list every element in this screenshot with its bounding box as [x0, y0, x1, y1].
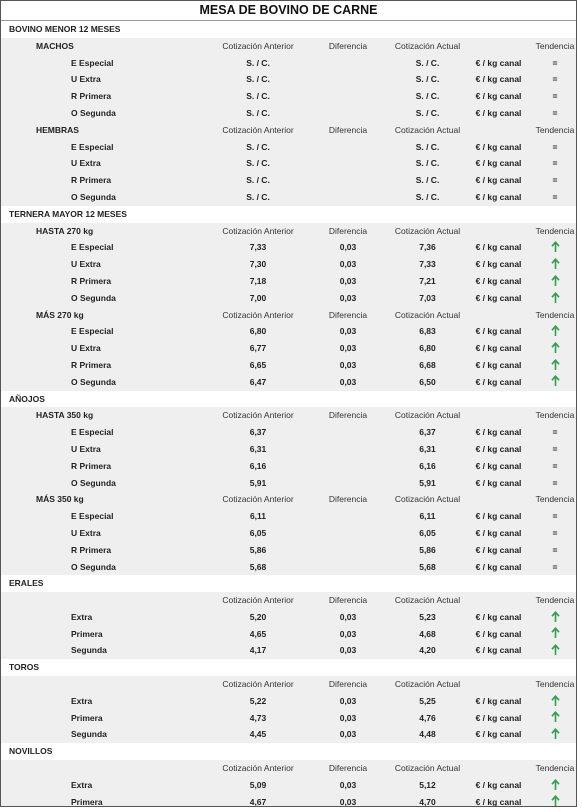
category-label: O Segunda	[71, 191, 116, 202]
table-row	[1, 609, 576, 626]
category-label: Extra	[71, 695, 93, 706]
trend-up-arrow-icon	[532, 626, 577, 643]
section-label: NOVILLOS	[9, 746, 53, 757]
category-label: O Segunda	[71, 376, 116, 387]
cotizacion-actual-value: 4,70	[419, 796, 436, 807]
category-label: E Especial	[71, 326, 114, 337]
cotizacion-actual-value: S. / C.	[415, 57, 440, 68]
trend-equal: =	[552, 527, 558, 538]
cotizacion-actual-value: 6,31	[419, 443, 436, 454]
cotizacion-actual-value: 4,48	[419, 729, 436, 740]
category-label: E Especial	[71, 242, 114, 253]
category-label: O Segunda	[71, 561, 116, 572]
table-row	[1, 441, 576, 458]
trend-equal: =	[552, 544, 558, 555]
header-diferencia: Diferencia	[328, 494, 368, 505]
cotizacion-actual-value: 6,80	[419, 343, 436, 354]
header-tendencia: Tendencia	[535, 679, 575, 690]
cotizacion-actual-value: 7,03	[419, 292, 436, 303]
cotizacion-actual-value: 6,50	[419, 376, 436, 387]
unit-label: € / kg canal	[475, 477, 522, 488]
unit-label: € / kg canal	[475, 343, 522, 354]
category-label: U Extra	[71, 158, 101, 169]
cotizacion-anterior-value: 6,77	[249, 343, 267, 354]
cotizacion-actual-value: 6,68	[419, 359, 436, 370]
section-row	[1, 659, 576, 676]
cotizacion-anterior-value: 7,18	[249, 275, 267, 286]
cotizacion-actual-value: 5,91	[419, 477, 436, 488]
header-tendencia: Tendencia	[535, 225, 575, 236]
trend-up-arrow-icon	[532, 256, 577, 273]
table-row	[1, 357, 576, 374]
group-header-row	[1, 491, 576, 508]
header-cotizacion-anterior: Cotización Anterior	[222, 763, 294, 774]
table-row	[1, 139, 576, 156]
header-tendencia: Tendencia	[535, 595, 575, 606]
header-tendencia: Tendencia	[535, 309, 575, 320]
section-row	[1, 206, 576, 223]
section-label: TOROS	[9, 662, 40, 673]
cotizacion-actual-value: S. / C.	[415, 175, 440, 186]
cotizacion-actual-value: S. / C.	[415, 191, 440, 202]
trend-equal: =	[552, 561, 558, 572]
cotizacion-actual-value: 5,12	[419, 779, 436, 790]
cotizacion-anterior-value: 6,65	[249, 359, 267, 370]
cotizacion-actual-value: 6,05	[419, 527, 436, 538]
diferencia-value: 0,03	[339, 326, 357, 337]
unit-label: € / kg canal	[475, 191, 522, 202]
cotizacion-anterior-value: 5,86	[249, 544, 267, 555]
diferencia-value: 0,03	[339, 259, 357, 270]
cotizacion-anterior-value: 7,30	[249, 259, 267, 270]
unit-label: € / kg canal	[475, 292, 522, 303]
unit-label: € / kg canal	[475, 443, 522, 454]
category-label: E Especial	[71, 511, 114, 522]
header-diferencia: Diferencia	[328, 410, 368, 421]
header-cotizacion-actual: Cotización Actual	[394, 124, 461, 135]
cotizacion-anterior-value: 6,80	[249, 326, 267, 337]
cotizacion-anterior-value: 6,16	[249, 460, 267, 471]
category-label: Segunda	[71, 645, 107, 656]
unit-label: € / kg canal	[475, 511, 522, 522]
cotizacion-actual-value: 7,36	[419, 242, 436, 253]
trend-up-arrow-icon	[532, 726, 577, 743]
unit-label: € / kg canal	[475, 779, 522, 790]
cotizacion-anterior-value: 4,67	[249, 796, 267, 807]
unit-label: € / kg canal	[475, 158, 522, 169]
unit-label: € / kg canal	[475, 796, 522, 807]
trend-up-arrow-icon	[532, 794, 577, 807]
table-row	[1, 559, 576, 576]
table-row	[1, 794, 576, 807]
unit-label: € / kg canal	[475, 359, 522, 370]
section-label: BOVINO MENOR 12 MESES	[9, 24, 121, 34]
cotizacion-actual-value: 7,33	[419, 259, 436, 270]
group-label: MÁS 270 kg	[36, 309, 84, 320]
unit-label: € / kg canal	[475, 544, 522, 555]
diferencia-value: 0,03	[339, 796, 357, 807]
category-label: Primera	[71, 796, 103, 807]
category-label: R Primera	[71, 275, 112, 286]
diferencia-value: 0,03	[339, 628, 357, 639]
table-row	[1, 273, 576, 290]
unit-label: € / kg canal	[475, 141, 522, 152]
group-header-row	[1, 223, 576, 240]
header-cotizacion-actual: Cotización Actual	[394, 309, 461, 320]
trend-equal: =	[552, 158, 558, 169]
section-row	[1, 21, 576, 38]
header-tendencia: Tendencia	[535, 410, 575, 421]
unit-label: € / kg canal	[475, 107, 522, 118]
section-label: TERNERA MAYOR 12 MESES	[9, 208, 127, 219]
trend-equal: =	[552, 175, 558, 186]
category-label: O Segunda	[71, 292, 116, 303]
table-row	[1, 626, 576, 643]
table-row	[1, 239, 576, 256]
table-row	[1, 642, 576, 659]
header-cotizacion-anterior: Cotización Anterior	[222, 595, 294, 606]
diferencia-value: 0,03	[339, 611, 357, 622]
cotizacion-anterior-value: 6,31	[249, 443, 267, 454]
header-cotizacion-anterior: Cotización Anterior	[222, 124, 294, 135]
trend-equal: =	[552, 141, 558, 152]
group-label: HASTA 270 kg	[36, 225, 94, 236]
group-header-row	[1, 38, 576, 55]
header-diferencia: Diferencia	[328, 595, 368, 606]
header-diferencia: Diferencia	[328, 225, 368, 236]
diferencia-value: 0,03	[339, 779, 357, 790]
header-cotizacion-anterior: Cotización Anterior	[222, 40, 294, 51]
cotizacion-anterior-value: 4,17	[249, 645, 267, 656]
header-cotizacion-actual: Cotización Actual	[394, 410, 461, 421]
cotizacion-anterior-value: S. / C.	[246, 175, 270, 186]
table-row	[1, 777, 576, 794]
cotizacion-anterior-value: S. / C.	[246, 57, 270, 68]
category-label: U Extra	[71, 259, 101, 270]
section-row	[1, 743, 576, 760]
group-label: MÁS 350 kg	[36, 494, 84, 505]
unit-label: € / kg canal	[475, 628, 522, 639]
cotizacion-actual-value: 5,25	[419, 695, 436, 706]
category-label: R Primera	[71, 460, 112, 471]
cotizacion-anterior-value: S. / C.	[246, 158, 270, 169]
diferencia-value: 0,03	[339, 695, 357, 706]
cotizacion-anterior-value: 5,20	[249, 611, 267, 622]
cotizacion-actual-value: 6,37	[419, 427, 436, 438]
trend-equal: =	[552, 57, 558, 68]
cotizacion-anterior-value: 4,65	[249, 628, 267, 639]
group-label: HEMBRAS	[36, 124, 79, 135]
category-label: Extra	[71, 779, 93, 790]
page-title: MESA DE BOVINO DE CARNE	[1, 1, 576, 21]
cotizacion-actual-value: 5,86	[419, 544, 436, 555]
category-label: R Primera	[71, 175, 112, 186]
trend-up-arrow-icon	[532, 777, 577, 794]
cotizacion-anterior-value: 4,45	[249, 729, 267, 740]
unit-label: € / kg canal	[475, 57, 522, 68]
group-header-row	[1, 307, 576, 324]
header-cotizacion-actual: Cotización Actual	[394, 494, 461, 505]
table-row	[1, 105, 576, 122]
trend-up-arrow-icon	[532, 239, 577, 256]
diferencia-value: 0,03	[339, 343, 357, 354]
cotizacion-actual-value: 6,83	[419, 326, 436, 337]
unit-label: € / kg canal	[475, 527, 522, 538]
unit-label: € / kg canal	[475, 427, 522, 438]
category-label: Primera	[71, 712, 103, 723]
trend-up-arrow-icon	[532, 273, 577, 290]
cotizacion-anterior-value: S. / C.	[246, 91, 270, 102]
table-row	[1, 508, 576, 525]
table-row	[1, 458, 576, 475]
cotizacion-actual-value: 6,11	[419, 511, 436, 522]
category-label: R Primera	[71, 91, 112, 102]
diferencia-value: 0,03	[339, 275, 357, 286]
trend-equal: =	[552, 443, 558, 454]
trend-up-arrow-icon	[532, 710, 577, 727]
trend-up-arrow-icon	[532, 290, 577, 307]
cotizacion-anterior-value: 6,47	[249, 376, 267, 387]
header-cotizacion-anterior: Cotización Anterior	[222, 410, 294, 421]
table-row	[1, 172, 576, 189]
table-row	[1, 256, 576, 273]
category-label: R Primera	[71, 359, 112, 370]
diferencia-value: 0,03	[339, 645, 357, 656]
table-row	[1, 71, 576, 88]
cotizacion-anterior-value: S. / C.	[246, 74, 270, 85]
price-table	[1, 21, 576, 807]
unit-label: € / kg canal	[475, 74, 522, 85]
table-row	[1, 542, 576, 559]
category-label: E Especial	[71, 141, 114, 152]
cotizacion-anterior-value: S. / C.	[246, 191, 270, 202]
category-label: Extra	[71, 611, 93, 622]
table-row	[1, 475, 576, 492]
header-cotizacion-actual: Cotización Actual	[394, 225, 461, 236]
cotizacion-actual-value: 4,68	[419, 628, 436, 639]
table-row	[1, 710, 576, 727]
header-tendencia: Tendencia	[535, 763, 575, 774]
header-tendencia: Tendencia	[535, 494, 575, 505]
category-label: U Extra	[71, 527, 101, 538]
cotizacion-anterior-value: 6,11	[249, 511, 267, 522]
header-cotizacion-anterior: Cotización Anterior	[222, 679, 294, 690]
table-row	[1, 55, 576, 72]
trend-equal: =	[552, 511, 558, 522]
table-row	[1, 88, 576, 105]
cotizacion-anterior-value: 5,91	[249, 477, 267, 488]
section-row	[1, 391, 576, 408]
header-cotizacion-actual: Cotización Actual	[394, 679, 461, 690]
trend-equal: =	[552, 91, 558, 102]
trend-equal: =	[552, 427, 558, 438]
trend-up-arrow-icon	[532, 642, 577, 659]
header-diferencia: Diferencia	[328, 309, 368, 320]
header-cotizacion-actual: Cotización Actual	[394, 595, 461, 606]
group-label: MACHOS	[36, 40, 74, 51]
unit-label: € / kg canal	[475, 729, 522, 740]
diferencia-value: 0,03	[339, 729, 357, 740]
diferencia-value: 0,03	[339, 359, 357, 370]
header-cotizacion-actual: Cotización Actual	[394, 763, 461, 774]
cotizacion-anterior-value: 7,00	[249, 292, 267, 303]
diferencia-value: 0,03	[339, 376, 357, 387]
category-label: U Extra	[71, 74, 101, 85]
cotizacion-actual-value: 4,20	[419, 645, 436, 656]
table-row	[1, 693, 576, 710]
group-label: HASTA 350 kg	[36, 410, 94, 421]
cotizacion-actual-value: 6,16	[419, 460, 436, 471]
section-label: AÑOJOS	[9, 393, 45, 404]
trend-equal: =	[552, 107, 558, 118]
cotizacion-anterior-value: 7,33	[249, 242, 267, 253]
header-diferencia: Diferencia	[328, 679, 368, 690]
trend-equal: =	[552, 74, 558, 85]
header-diferencia: Diferencia	[328, 40, 368, 51]
unit-label: € / kg canal	[475, 275, 522, 286]
cotizacion-anterior-value: 4,73	[249, 712, 267, 723]
trend-up-arrow-icon	[532, 693, 577, 710]
cotizacion-anterior-value: 5,09	[249, 779, 267, 790]
trend-up-arrow-icon	[532, 609, 577, 626]
unit-label: € / kg canal	[475, 259, 522, 270]
diferencia-value: 0,03	[339, 292, 357, 303]
cotizacion-actual-value: 5,23	[419, 611, 436, 622]
unit-label: € / kg canal	[475, 242, 522, 253]
category-label: E Especial	[71, 57, 114, 68]
table-row	[1, 424, 576, 441]
category-label: Primera	[71, 628, 103, 639]
cotizacion-anterior-value: 5,22	[249, 695, 267, 706]
category-label: E Especial	[71, 427, 114, 438]
section-row	[1, 575, 576, 592]
unit-label: € / kg canal	[475, 695, 522, 706]
group-header-row	[1, 122, 576, 139]
category-label: U Extra	[71, 443, 101, 454]
trend-up-arrow-icon	[532, 323, 577, 340]
diferencia-value: 0,03	[339, 712, 357, 723]
trend-up-arrow-icon	[532, 340, 577, 357]
unit-label: € / kg canal	[475, 645, 522, 656]
unit-label: € / kg canal	[475, 91, 522, 102]
cotizacion-actual-value: S. / C.	[415, 91, 440, 102]
unit-label: € / kg canal	[475, 175, 522, 186]
header-tendencia: Tendencia	[535, 124, 575, 135]
cotizacion-anterior-value: 6,05	[249, 527, 267, 538]
group-header-row	[1, 676, 576, 693]
unit-label: € / kg canal	[475, 376, 522, 387]
trend-equal: =	[552, 477, 558, 488]
table-row	[1, 323, 576, 340]
group-header-row	[1, 407, 576, 424]
cotizacion-actual-value: 7,21	[419, 275, 436, 286]
category-label: Segunda	[71, 729, 107, 740]
category-label: O Segunda	[71, 107, 116, 118]
group-header-row	[1, 760, 576, 777]
header-tendencia: Tendencia	[535, 40, 575, 51]
table-row	[1, 189, 576, 206]
trend-equal: =	[552, 460, 558, 471]
category-label: R Primera	[71, 544, 112, 555]
cotizacion-anterior-value: S. / C.	[246, 141, 270, 152]
header-cotizacion-anterior: Cotización Anterior	[222, 494, 294, 505]
unit-label: € / kg canal	[475, 712, 522, 723]
table-row	[1, 726, 576, 743]
unit-label: € / kg canal	[475, 561, 522, 572]
cotizacion-anterior-value: 5,68	[249, 561, 267, 572]
cotizacion-actual-value: 4,76	[419, 712, 436, 723]
cotizacion-actual-value: S. / C.	[415, 107, 440, 118]
unit-label: € / kg canal	[475, 460, 522, 471]
category-label: O Segunda	[71, 477, 116, 488]
header-cotizacion-anterior: Cotización Anterior	[222, 225, 294, 236]
trend-equal: =	[552, 191, 558, 202]
header-diferencia: Diferencia	[328, 763, 368, 774]
table-row	[1, 290, 576, 307]
category-label: U Extra	[71, 343, 101, 354]
table-row	[1, 155, 576, 172]
cotizacion-anterior-value: 6,37	[249, 427, 267, 438]
trend-up-arrow-icon	[532, 357, 577, 374]
group-header-row	[1, 592, 576, 609]
header-diferencia: Diferencia	[328, 124, 368, 135]
table-row	[1, 340, 576, 357]
unit-label: € / kg canal	[475, 326, 522, 337]
header-cotizacion-actual: Cotización Actual	[394, 40, 461, 51]
table-row	[1, 525, 576, 542]
unit-label: € / kg canal	[475, 611, 522, 622]
diferencia-value: 0,03	[339, 242, 357, 253]
cotizacion-actual-value: S. / C.	[415, 158, 440, 169]
section-label: ERALES	[9, 578, 44, 589]
cotizacion-anterior-value: S. / C.	[246, 107, 270, 118]
cotizacion-actual-value: S. / C.	[415, 74, 440, 85]
cotizacion-actual-value: S. / C.	[415, 141, 440, 152]
trend-up-arrow-icon	[532, 374, 577, 391]
cotizacion-actual-value: 5,68	[419, 561, 436, 572]
table-row	[1, 374, 576, 391]
header-cotizacion-anterior: Cotización Anterior	[222, 309, 294, 320]
